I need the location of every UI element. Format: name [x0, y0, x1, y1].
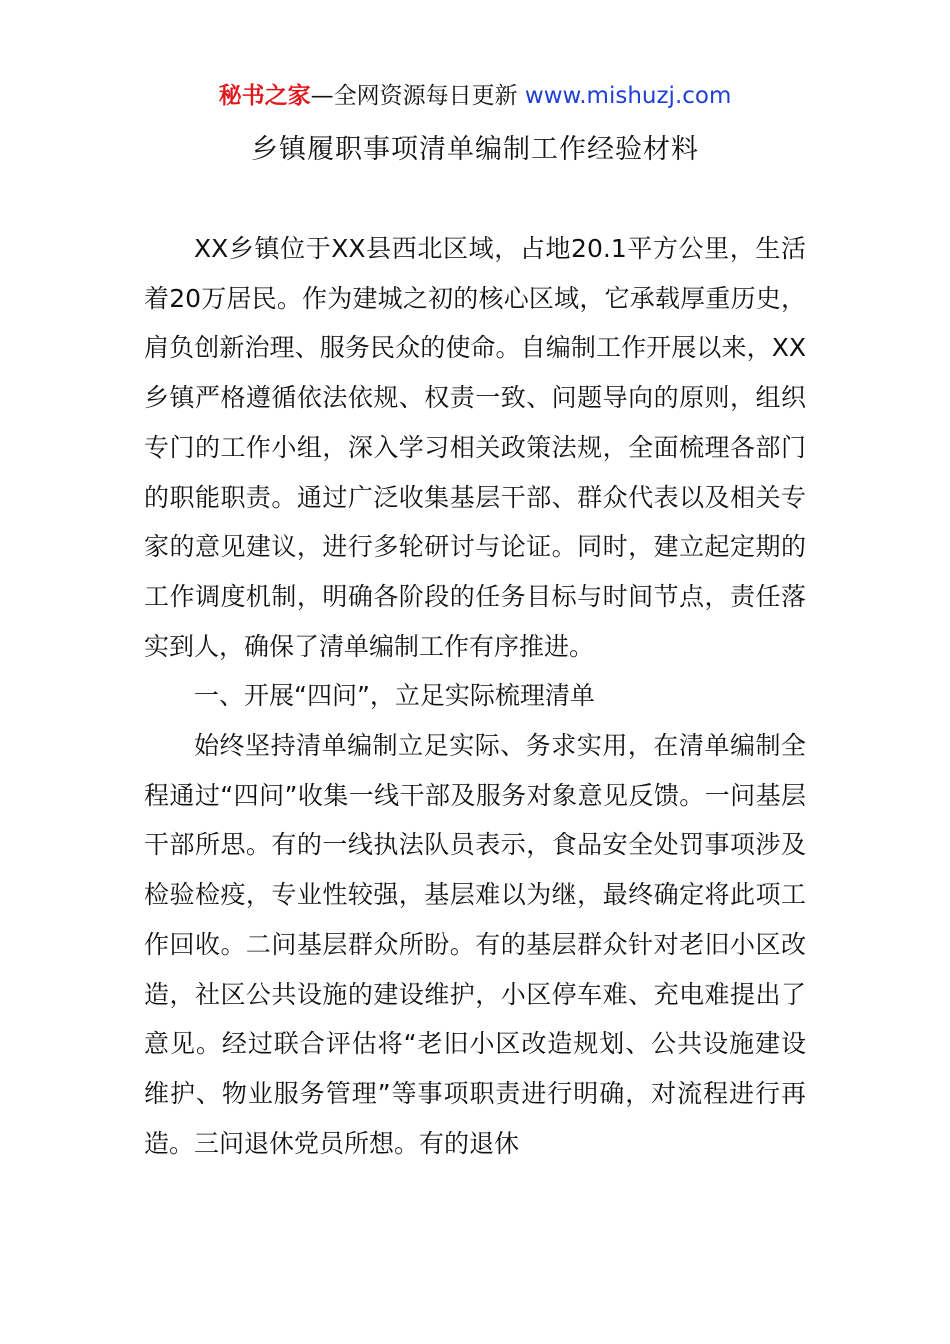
intro-paragraph: XX乡镇位于XX县西北区域，占地20.1平方公里，生活着20万居民。作为建城之初的核心区域，它承载厚重历史，肩负创新治理、服务民众的使命。自编制工作开展以来，XX乡镇严格遵循依法依规、权责一致、问题导向的原则，组织专门的工作小组，深入学习相关政策法规，全面梳理各部门的职能职责。通过广泛收集基层干部、群众代表以及相关专家的意见建议，进行多轮研讨与论证。同时，建立起定期的工作调度机制，明确各阶段的任务目标与时间节点，责任落实到人，确保了清单编制工作有序推进。 [144, 234, 806, 661]
document-title: 乡镇履职事项清单编制工作经验材料 [251, 134, 699, 165]
site-tagline: —全网资源每日更新 [310, 83, 525, 109]
site-brand: 秘书之家 [218, 83, 311, 109]
document-body [144, 224, 806, 1168]
site-url-link[interactable]: www.mishuzj.com [524, 83, 732, 109]
site-header [0, 80, 950, 112]
section-1-paragraph: 始终坚持清单编制立足实际、务求实用，在清单编制全程通过“四问”收集一线干部及服务对象意见反馈。一问基层干部所思。有的一线执法队员表示，食品安全处罚事项涉及检验检疫，专业性较强，基层难以为继，最终确定将此项工作回收。二问基层群众所盼。有的基层群众针对老旧小区改造，社区公共设施的建设维护，小区停车难、充电难提出了意见。经过联合评估将“老旧小区改造规划、公共设施建设维护、物业服务管理”等事项职责进行明确，对流程进行再造。三问退休党员所想。有的退休 [144, 731, 806, 1158]
section-heading-1: 一、开展“四问”，立足实际梳理清单 [194, 681, 595, 711]
